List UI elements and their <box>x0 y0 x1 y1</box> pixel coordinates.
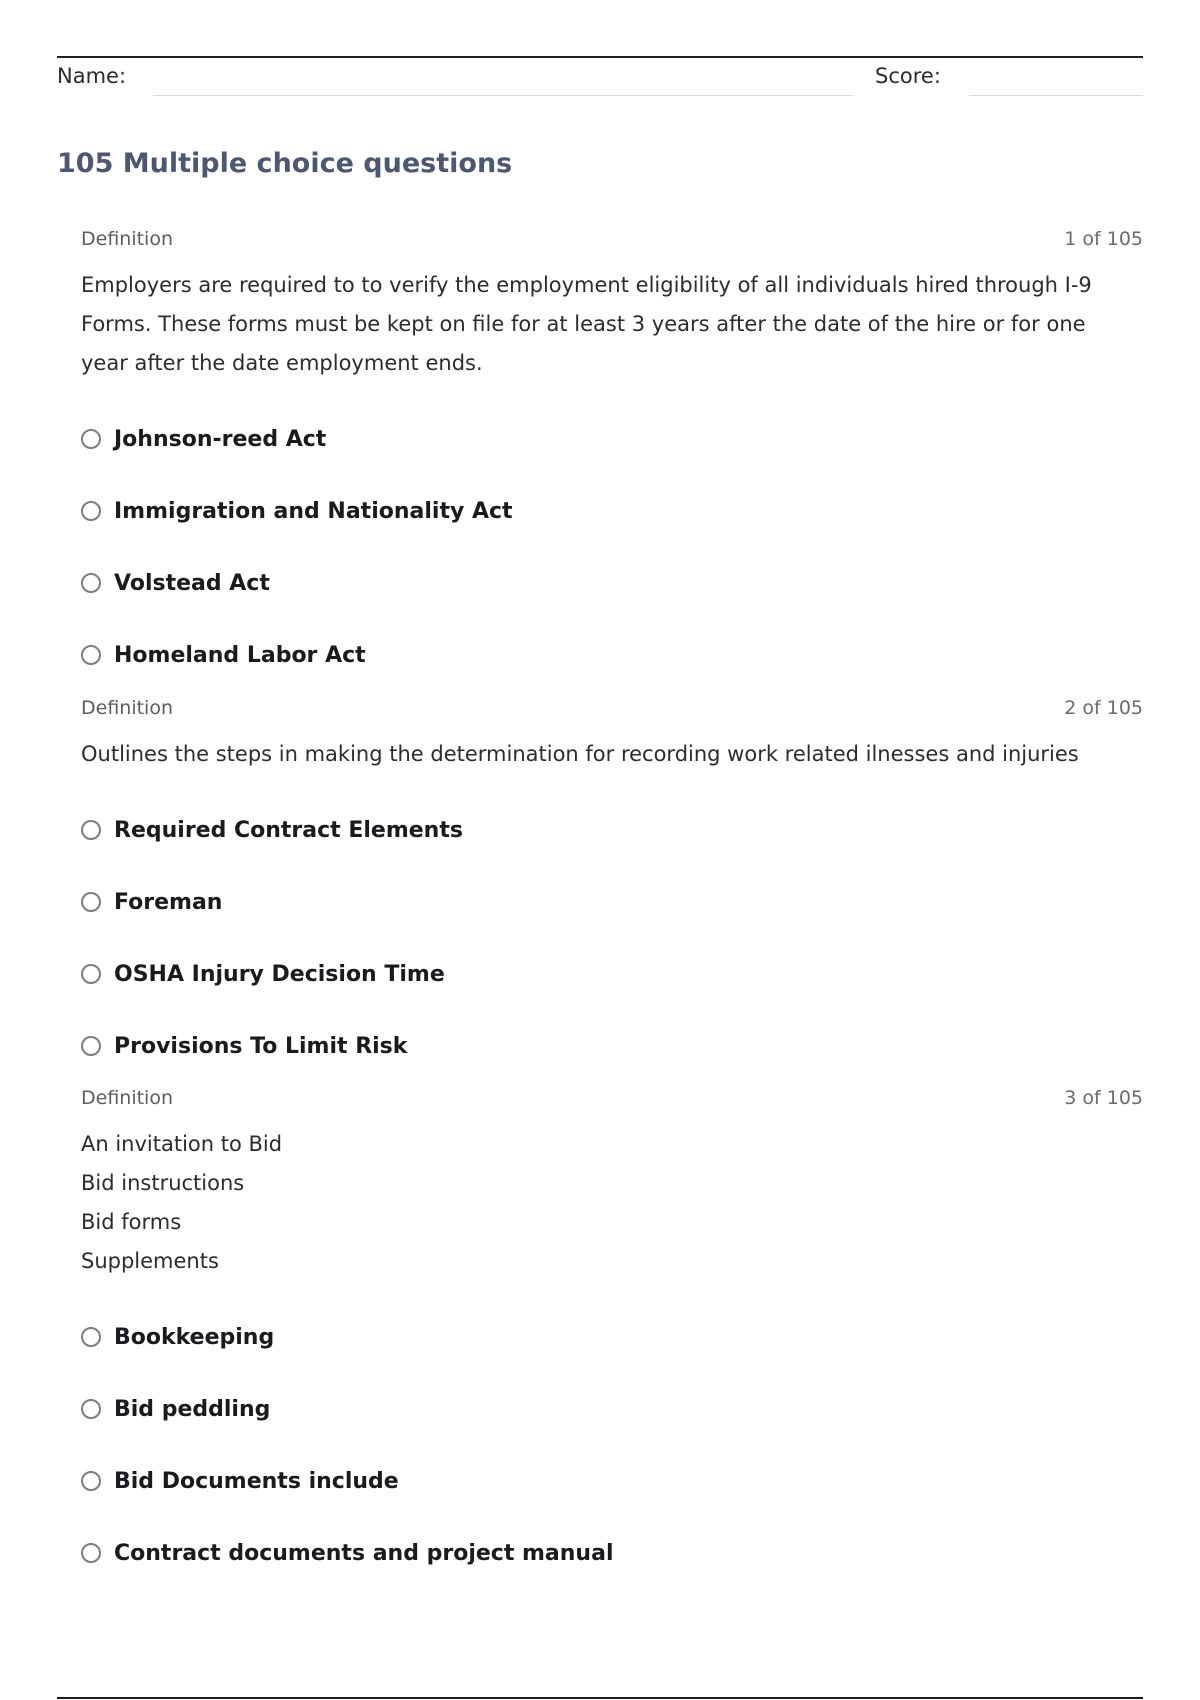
option-2[interactable] <box>81 1373 1143 1445</box>
question-text-line: Bid forms <box>81 1210 182 1234</box>
radio-button-icon[interactable] <box>81 964 101 984</box>
option-label: Johnson-reed Act <box>114 426 327 452</box>
option-3[interactable] <box>81 938 1143 1010</box>
name-field-line[interactable] <box>153 95 853 96</box>
header-row <box>57 62 1143 98</box>
option-label: Volstead Act <box>114 570 270 596</box>
option-label: Required Contract Elements <box>114 817 463 843</box>
options-list <box>81 1301 1143 1589</box>
question-counter: 2 of 105 <box>1064 697 1143 719</box>
option-4[interactable] <box>81 619 1143 691</box>
option-label: Immigration and Nationality Act <box>114 498 513 524</box>
section-title: 105 Multiple choice questions <box>57 148 513 179</box>
radio-button-icon[interactable] <box>81 645 101 665</box>
option-label: Bookkeeping <box>114 1324 275 1350</box>
option-label: Foreman <box>114 889 223 915</box>
option-3[interactable] <box>81 1445 1143 1517</box>
option-label: OSHA Injury Decision Time <box>114 961 445 987</box>
option-label: Homeland Labor Act <box>114 642 366 668</box>
option-2[interactable] <box>81 475 1143 547</box>
score-field-line[interactable] <box>969 95 1143 96</box>
question-header <box>81 228 1143 256</box>
question-text-line: Supplements <box>81 1249 219 1273</box>
question-counter: 1 of 105 <box>1064 228 1143 250</box>
question-header <box>81 697 1143 725</box>
radio-button-icon[interactable] <box>81 429 101 449</box>
question-text <box>81 1125 1121 1281</box>
radio-button-icon[interactable] <box>81 1327 101 1347</box>
option-1[interactable] <box>81 794 1143 866</box>
options-list <box>81 403 1143 691</box>
question-text: Employers are required to to verify the employment eligibility of all individuals hired through I-9 Forms. These forms must be kept on file for at least 3 years after the date of the hire or for one year after the date employment ends. <box>81 273 1092 375</box>
options-list <box>81 794 1143 1082</box>
option-4[interactable] <box>81 1010 1143 1082</box>
top-rule <box>57 56 1143 58</box>
option-4[interactable] <box>81 1517 1143 1589</box>
question-header <box>81 1087 1143 1115</box>
question-text: Outlines the steps in making the determination for recording work related ilnesses and injuries <box>81 742 1079 766</box>
bottom-rule <box>57 1697 1143 1699</box>
radio-button-icon[interactable] <box>81 1399 101 1419</box>
question-text-line: Bid instructions <box>81 1171 245 1195</box>
question-1 <box>81 228 1143 691</box>
option-1[interactable] <box>81 403 1143 475</box>
option-label: Contract documents and project manual <box>114 1540 614 1566</box>
option-label: Bid peddling <box>114 1396 271 1422</box>
radio-button-icon[interactable] <box>81 892 101 912</box>
radio-button-icon[interactable] <box>81 573 101 593</box>
name-label: Name: <box>57 64 127 88</box>
question-type: Definition <box>81 1087 174 1109</box>
question-text-line: An invitation to Bid <box>81 1132 283 1156</box>
option-3[interactable] <box>81 547 1143 619</box>
question-type: Definition <box>81 697 174 719</box>
score-label: Score: <box>875 64 941 88</box>
question-3 <box>81 1087 1143 1589</box>
option-1[interactable] <box>81 1301 1143 1373</box>
radio-button-icon[interactable] <box>81 501 101 521</box>
option-2[interactable] <box>81 866 1143 938</box>
radio-button-icon[interactable] <box>81 1543 101 1563</box>
radio-button-icon[interactable] <box>81 1036 101 1056</box>
question-counter: 3 of 105 <box>1064 1087 1143 1109</box>
question-type: Definition <box>81 228 174 250</box>
question-2 <box>81 697 1143 1082</box>
option-label: Provisions To Limit Risk <box>114 1033 408 1059</box>
option-label: Bid Documents include <box>114 1468 399 1494</box>
radio-button-icon[interactable] <box>81 820 101 840</box>
radio-button-icon[interactable] <box>81 1471 101 1491</box>
